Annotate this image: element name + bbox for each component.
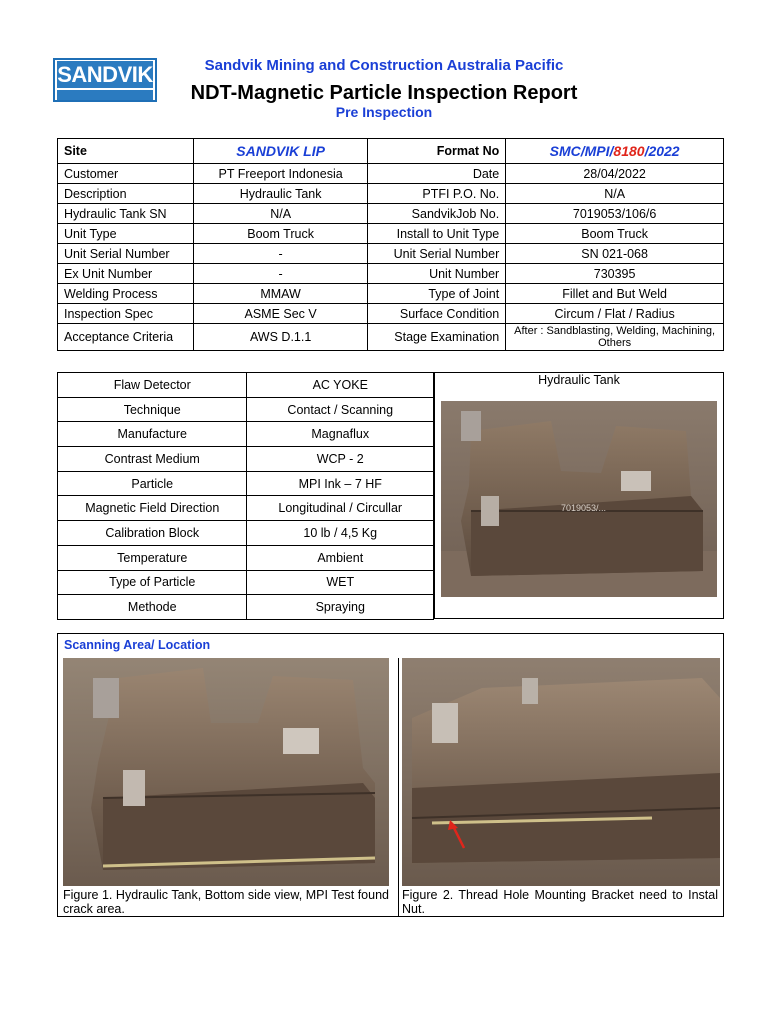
hydraulic-tank-photo bbox=[441, 401, 717, 597]
format-value bbox=[506, 139, 724, 164]
cell-label: Acceptance Criteria bbox=[58, 324, 194, 351]
table-row bbox=[58, 139, 724, 164]
cell-label: Type of Particle bbox=[58, 570, 247, 595]
cell-value: 28/04/2022 bbox=[506, 164, 724, 184]
cell-label: Customer bbox=[58, 164, 194, 184]
cell-label: Manufacture bbox=[58, 422, 247, 447]
cell-label: Install to Unit Type bbox=[368, 224, 506, 244]
table-row bbox=[58, 422, 434, 447]
cell-value: Longitudinal / Circullar bbox=[247, 496, 434, 521]
format-suffix: /2022 bbox=[644, 143, 680, 159]
cell-label: Methode bbox=[58, 595, 247, 620]
cell-value: 730395 bbox=[506, 264, 724, 284]
table-row bbox=[58, 164, 724, 184]
table-row bbox=[58, 570, 434, 595]
tank-marking: 7019053/... bbox=[561, 503, 607, 513]
cell-label: Unit Type bbox=[58, 224, 194, 244]
cell-label: Unit Number bbox=[368, 264, 506, 284]
site-value: SANDVIK LIP bbox=[193, 139, 368, 164]
cell-label: Temperature bbox=[58, 545, 247, 570]
equipment-table bbox=[57, 372, 434, 620]
table-row bbox=[58, 244, 724, 264]
figure-2-caption: Figure 2. Thread Hole Mounting Bracket need to Instal Nut. bbox=[402, 888, 718, 916]
cell-value: WCP - 2 bbox=[247, 447, 434, 472]
cell-label: Particle bbox=[58, 471, 247, 496]
cell-label: Unit Serial Number bbox=[368, 244, 506, 264]
cell-label: Surface Condition bbox=[368, 304, 506, 324]
company-name bbox=[0, 57, 768, 74]
table-row bbox=[58, 496, 434, 521]
format-number: 8180 bbox=[613, 143, 645, 159]
column-divider bbox=[398, 658, 399, 916]
format-prefix: SMC/MPI/ bbox=[549, 143, 614, 159]
cell-label: Magnetic Field Direction bbox=[58, 496, 247, 521]
logo-text: SANDVIK bbox=[57, 62, 153, 87]
report-subtitle: Pre Inspection bbox=[335, 104, 433, 120]
cell-label: Welding Process bbox=[58, 284, 194, 304]
cell-value: PT Freeport Indonesia bbox=[193, 164, 368, 184]
cell-label: Description bbox=[58, 184, 194, 204]
scanning-area-title: Scanning Area/ Location bbox=[64, 638, 211, 652]
table-row bbox=[58, 447, 434, 472]
cell-label: Inspection Spec bbox=[58, 304, 194, 324]
cell-value: Boom Truck bbox=[193, 224, 368, 244]
cell-value: Magnaflux bbox=[247, 422, 434, 447]
cell-value: - bbox=[193, 244, 368, 264]
report-title: NDT-Magnetic Particle Inspection Report bbox=[190, 82, 578, 104]
cell-label: Type of Joint bbox=[368, 284, 506, 304]
table-row bbox=[58, 521, 434, 546]
cell-value: - bbox=[193, 264, 368, 284]
table-row bbox=[58, 595, 434, 620]
table-row bbox=[58, 264, 724, 284]
company-name-text: Sandvik Mining and Construction Australia Pacific bbox=[204, 57, 564, 74]
figure-1-photo bbox=[63, 658, 389, 886]
cell-value: Boom Truck bbox=[506, 224, 724, 244]
cell-label: Contrast Medium bbox=[58, 447, 247, 472]
cell-label: Ex Unit Number bbox=[58, 264, 194, 284]
cell-label: Flaw Detector bbox=[58, 373, 247, 398]
hydraulic-tank-photo-box bbox=[434, 372, 724, 619]
cell-value: AWS D.1.1 bbox=[193, 324, 368, 351]
cell-label: Date bbox=[368, 164, 506, 184]
cell-label: Hydraulic Tank SN bbox=[58, 204, 194, 224]
table-row bbox=[58, 545, 434, 570]
cell-value: Fillet and But Weld bbox=[506, 284, 724, 304]
figure-1-caption: Figure 1. Hydraulic Tank, Bottom side view, MPI Test found crack area. bbox=[63, 888, 389, 916]
cell-value: 7019053/106/6 bbox=[506, 204, 724, 224]
cell-value: Contact / Scanning bbox=[247, 397, 434, 422]
inspection-info-table bbox=[57, 138, 724, 351]
table-row bbox=[58, 324, 724, 351]
cell-value: After : Sandblasting, Welding, Machining, Others bbox=[506, 324, 724, 351]
cell-label: Stage Examination bbox=[368, 324, 506, 351]
table-row bbox=[58, 397, 434, 422]
table-row bbox=[58, 284, 724, 304]
cell-label: Unit Serial Number bbox=[58, 244, 194, 264]
cell-value: Circum / Flat / Radius bbox=[506, 304, 724, 324]
table-row bbox=[58, 204, 724, 224]
cell-value: AC YOKE bbox=[247, 373, 434, 398]
cell-value: ASME Sec V bbox=[193, 304, 368, 324]
cell-label: Calibration Block bbox=[58, 521, 247, 546]
table-row bbox=[58, 184, 724, 204]
cell-value: Hydraulic Tank bbox=[193, 184, 368, 204]
format-label: Format No bbox=[368, 139, 506, 164]
cell-label: PTFI P.O. No. bbox=[368, 184, 506, 204]
cell-value: Spraying bbox=[247, 595, 434, 620]
cell-label: SandvikJob No. bbox=[368, 204, 506, 224]
cell-value: N/A bbox=[193, 204, 368, 224]
cell-value: Ambient bbox=[247, 545, 434, 570]
table-row bbox=[58, 304, 724, 324]
cell-value: MMAW bbox=[193, 284, 368, 304]
scanning-area-box bbox=[57, 633, 724, 917]
figure-2-photo bbox=[402, 658, 720, 886]
cell-label: Technique bbox=[58, 397, 247, 422]
table-row bbox=[58, 373, 434, 398]
photo-label: Hydraulic Tank bbox=[538, 373, 620, 387]
table-row bbox=[58, 471, 434, 496]
cell-value: MPI Ink – 7 HF bbox=[247, 471, 434, 496]
cell-value: WET bbox=[247, 570, 434, 595]
site-label: Site bbox=[58, 139, 194, 164]
cell-value: SN 021-068 bbox=[506, 244, 724, 264]
cell-value: 10 lb / 4,5 Kg bbox=[247, 521, 434, 546]
cell-value: N/A bbox=[506, 184, 724, 204]
table-row bbox=[58, 224, 724, 244]
